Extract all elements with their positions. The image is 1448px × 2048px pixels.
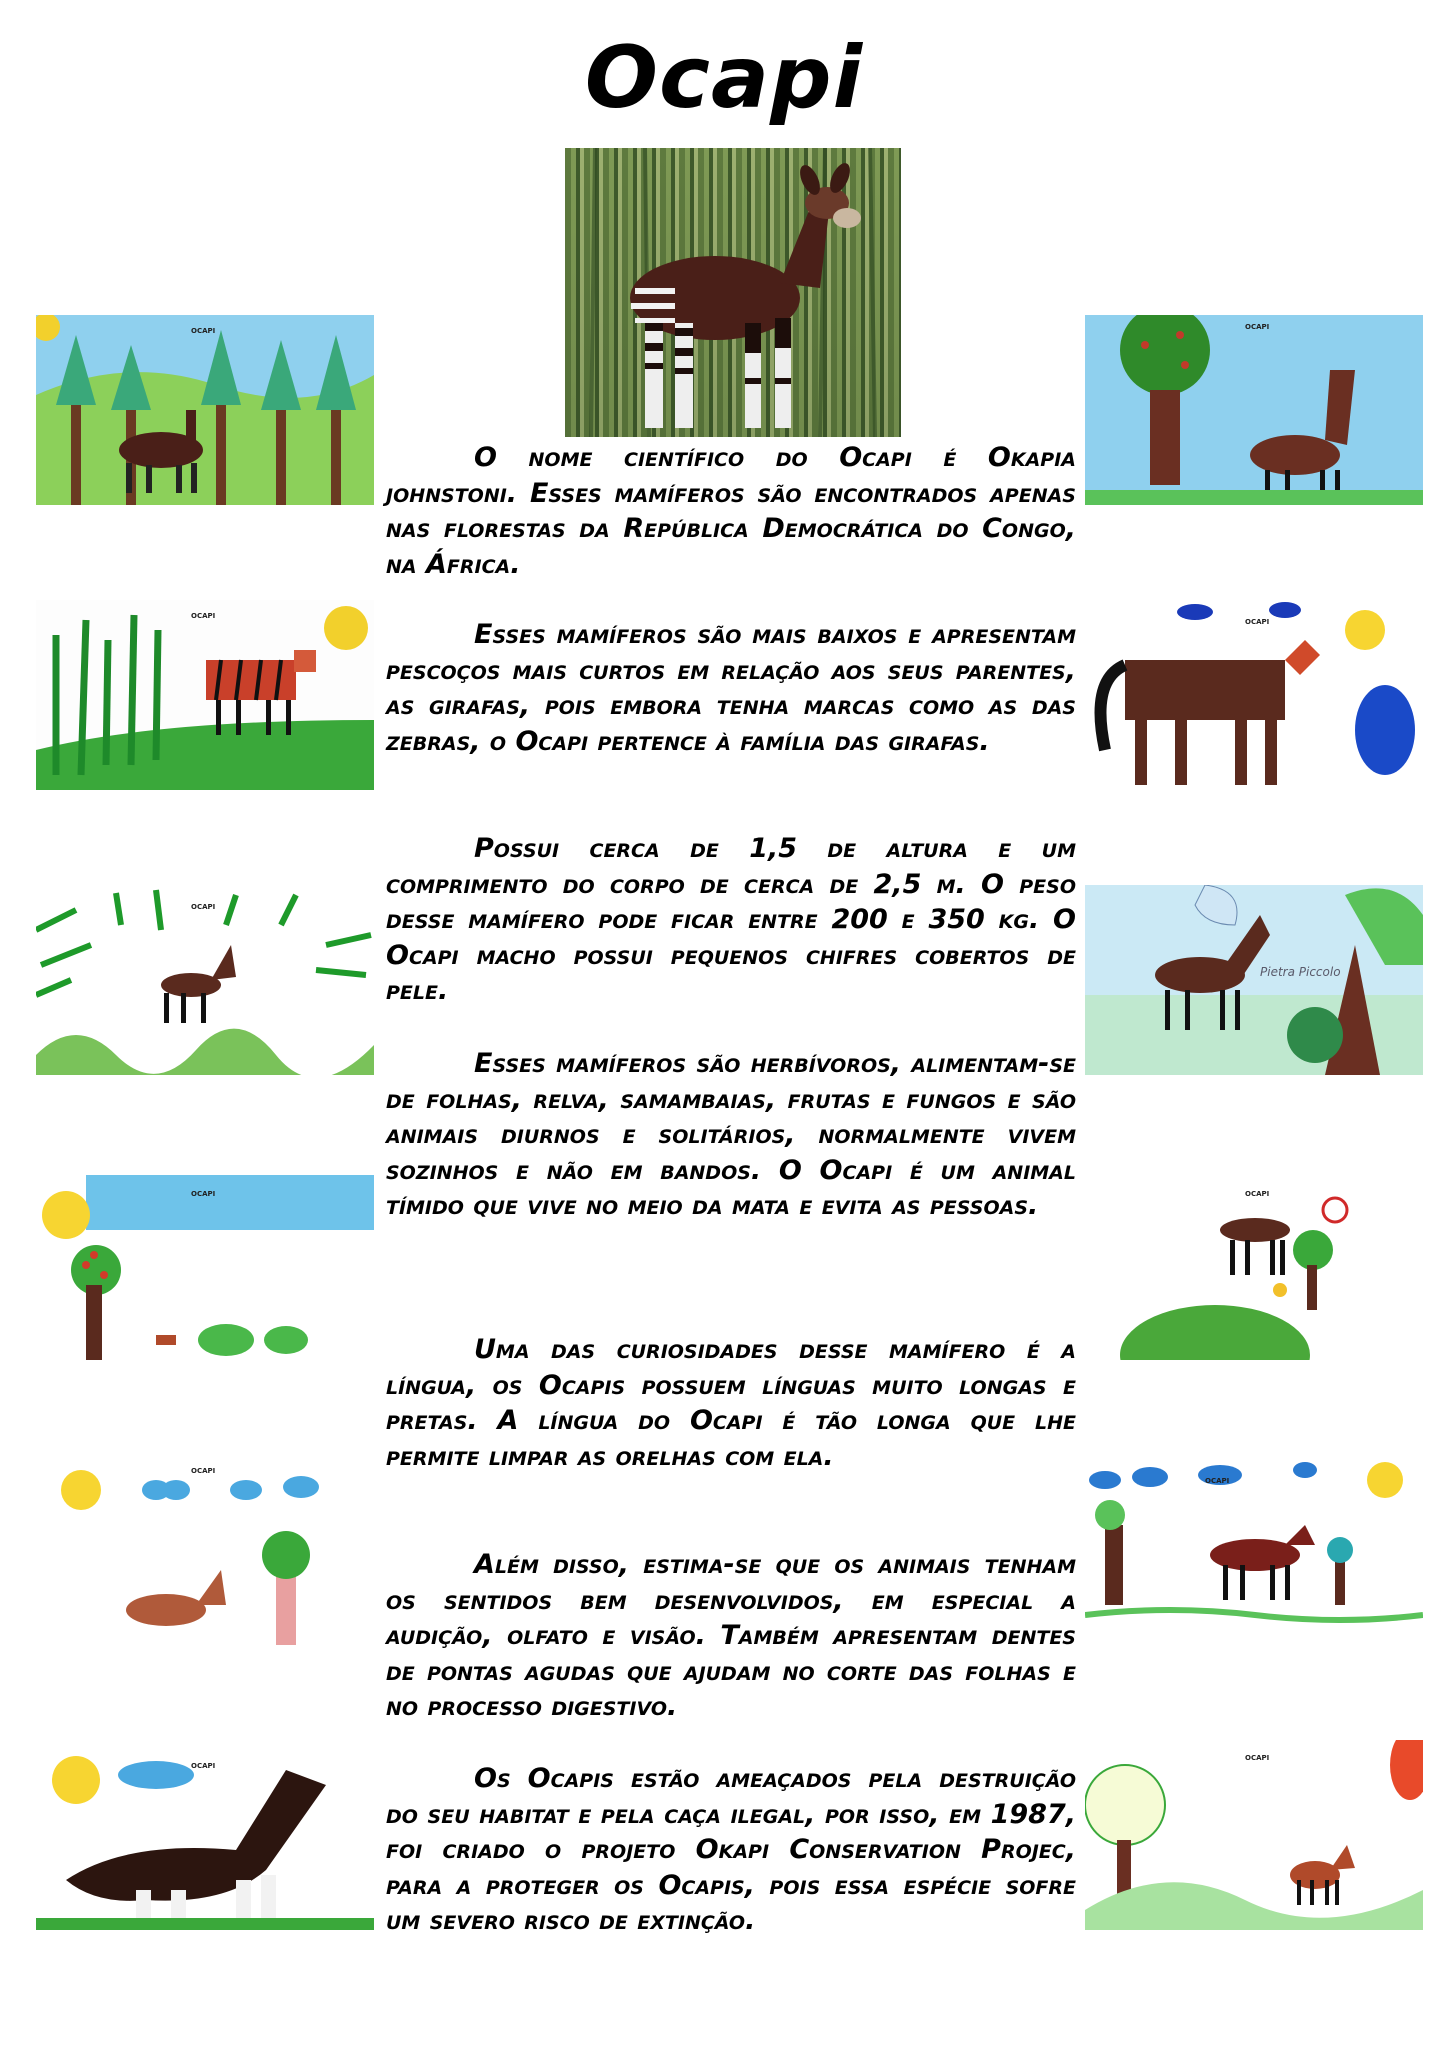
paragraph-7: Os Ocapis estão ameaçados pela destruição do seu habitat e pela caça ilegal, por isso, em 1987, foi criado o projeto Okapi Conservation Projec, para a proteger os Ocapis, pois essa espécie sofre um severo risco de extinção.	[386, 1763, 1076, 1937]
children-okapi-drawing-icon	[36, 1455, 374, 1645]
paragraph-1: O nome científico do Ocapi é Okapia johnstoni. Esses mamíferos são encontrados apenas nas florestas da República Democrática do Congo, na África.	[386, 442, 1076, 580]
children-okapi-drawing-icon	[36, 315, 374, 505]
children-okapi-drawing-icon	[36, 1170, 374, 1360]
drawing-label: OCAPI	[191, 903, 216, 911]
children-okapi-drawing-icon	[1085, 885, 1423, 1075]
drawing-right-1	[1085, 315, 1423, 505]
children-okapi-drawing-icon	[1085, 1170, 1423, 1360]
drawing-label: OCAPI	[1245, 323, 1270, 331]
drawing-left-5	[36, 1455, 374, 1645]
drawing-label: OCAPI	[1205, 1477, 1230, 1485]
children-okapi-drawing-icon	[1085, 1740, 1423, 1930]
paragraph-2: Esses mamíferos são mais baixos e apresentam pescoços mais curtos em relação aos seus parentes, as girafas, pois embora tenha marcas como as das zebras, o Ocapi pertence à família das girafas.	[386, 619, 1076, 757]
drawing-label: OCAPI	[1245, 1190, 1270, 1198]
paragraph-3: Possui cerca de 1,5 de altura e um comprimento do corpo de cerca de 2,5 m. O peso desse mamífero pode ficar entre 200 e 350 kg. O Ocapi macho possui pequenos chifres cobertos de pele.	[386, 833, 1076, 1007]
children-okapi-drawing-icon	[36, 885, 374, 1075]
drawing-label: OCAPI	[191, 1190, 216, 1198]
drawing-label: OCAPI	[191, 1467, 216, 1475]
drawing-left-2	[36, 600, 374, 790]
drawing-label: OCAPI	[191, 612, 216, 620]
children-okapi-drawing-icon	[1085, 600, 1423, 790]
children-okapi-drawing-icon	[1085, 315, 1423, 505]
drawing-right-3	[1085, 885, 1423, 1075]
children-okapi-drawing-icon	[36, 600, 374, 790]
drawing-left-4	[36, 1170, 374, 1360]
okapi-photo-icon	[565, 148, 901, 437]
drawing-right-4	[1085, 1170, 1423, 1360]
page-title: Ocapi	[584, 28, 864, 128]
drawing-right-2	[1085, 600, 1423, 790]
drawing-label: OCAPI	[1245, 618, 1270, 626]
paragraph-6: Além disso, estima-se que os animais tenham os sentidos bem desenvolvidos, em especial a audição, olfato e visão. Também apresentam dentes de pontas agudas que ajudam no corte das folhas e no processo digestivo.	[386, 1549, 1076, 1723]
drawing-label: OCAPI	[191, 1762, 216, 1770]
drawing-left-6	[36, 1740, 374, 1930]
okapi-photo	[565, 148, 901, 437]
drawing-right-5	[1085, 1455, 1423, 1645]
drawing-label: OCAPI	[1245, 1754, 1270, 1762]
drawing-signature: Pietra Piccolo	[1260, 965, 1341, 979]
drawing-label: OCAPI	[191, 327, 216, 335]
children-okapi-drawing-icon	[1085, 1455, 1423, 1645]
paragraph-4: Esses mamíferos são herbívoros, alimentam-se de folhas, relva, samambaias, frutas e fungos e são animais diurnos e solitários, normalmente vivem sozinhos e não em bandos. O Ocapi é um animal tímido que vive no meio da mata e evita as pessoas.	[386, 1048, 1076, 1222]
drawing-right-6	[1085, 1740, 1423, 1930]
paragraph-5: Uma das curiosidades desse mamífero é a língua, os Ocapis possuem línguas muito longas e pretas. A língua do Ocapi é tão longa que lhe permite limpar as orelhas com ela.	[386, 1334, 1076, 1472]
drawing-left-1	[36, 315, 374, 505]
drawing-left-3	[36, 885, 374, 1075]
